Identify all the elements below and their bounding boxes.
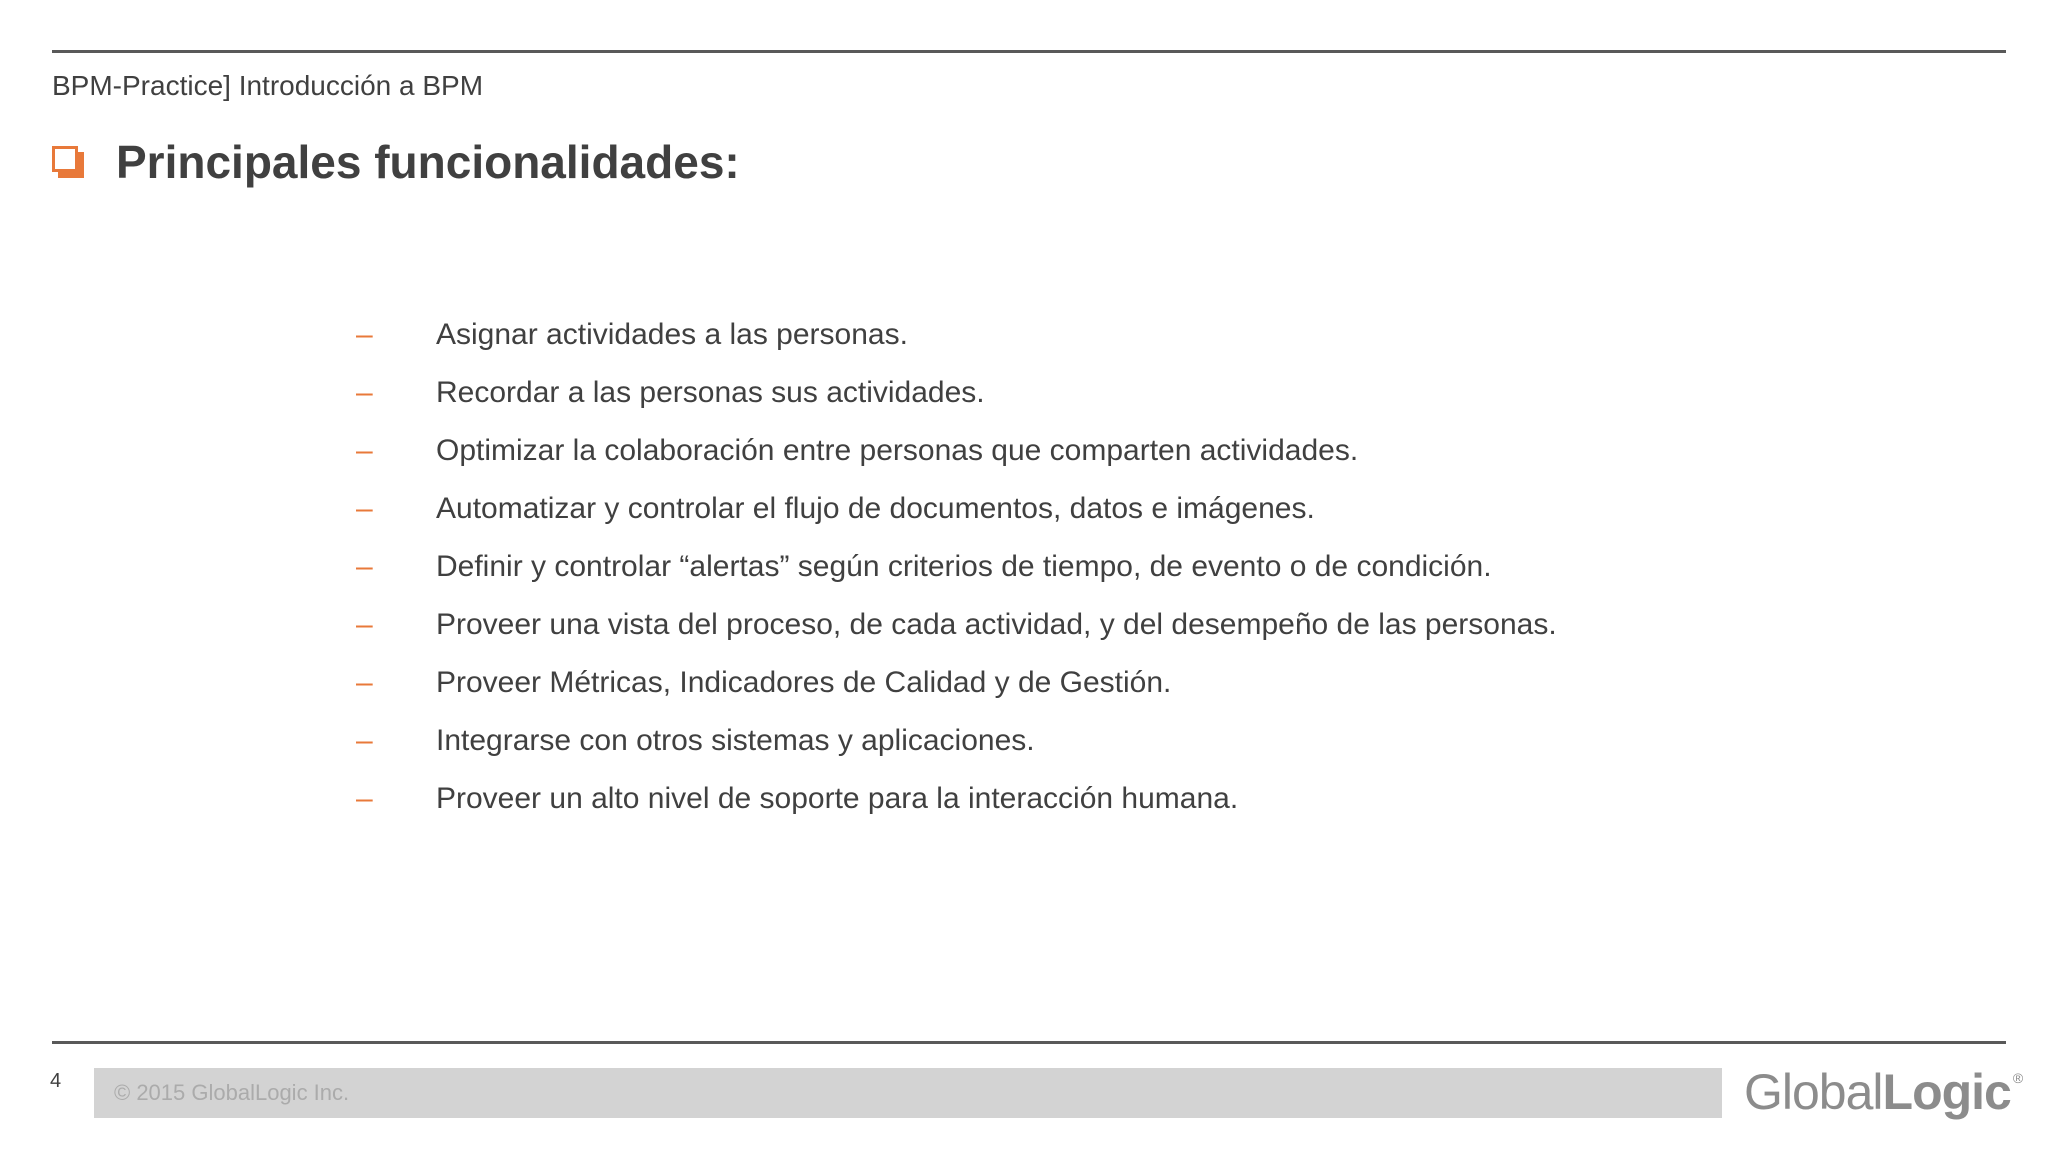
- list-item-text: Proveer un alto nivel de soporte para la interacción humana.: [436, 782, 1239, 815]
- list-item-text: Optimizar la colaboración entre personas que comparten actividades.: [436, 434, 1359, 467]
- dash-marker: –: [356, 782, 373, 815]
- list-item-text: Definir y controlar “alertas” según criterios de tiempo, de evento o de condición.: [436, 550, 1492, 583]
- dash-marker: –: [356, 318, 373, 351]
- list-item-text: Proveer Métricas, Indicadores de Calidad y de Gestión.: [436, 666, 1172, 699]
- list-item: [356, 306, 1557, 364]
- list-item: [356, 422, 1557, 480]
- list-item: [356, 654, 1557, 712]
- title-row: [52, 132, 740, 192]
- dash-marker: –: [356, 492, 373, 525]
- list-item: [356, 364, 1557, 422]
- footer-rule: [52, 1041, 2006, 1044]
- logo-text-bold: Logic: [1882, 1064, 2011, 1120]
- logo-text-light: Global: [1744, 1064, 1883, 1120]
- header-rule: [52, 50, 2006, 53]
- dash-marker: –: [356, 550, 373, 583]
- registered-mark: ®: [2012, 1070, 2023, 1086]
- list-item-text: Asignar actividades a las personas.: [436, 318, 908, 351]
- dash-marker: –: [356, 434, 373, 467]
- list-item: [356, 596, 1557, 654]
- bullet-list: [356, 306, 1557, 828]
- dash-marker: –: [356, 666, 373, 699]
- list-item: [356, 480, 1557, 538]
- breadcrumb: BPM-Practice] Introducción a BPM: [52, 70, 484, 101]
- dash-marker: –: [356, 608, 373, 641]
- dash-marker: –: [356, 724, 373, 757]
- page-number: 4: [50, 1070, 62, 1092]
- footer-bar: [94, 1068, 1722, 1118]
- copyright-text: © 2015 GlobalLogic Inc.: [114, 1080, 350, 1105]
- list-item: [356, 538, 1557, 596]
- list-item-text: Automatizar y controlar el flujo de documentos, datos e imágenes.: [436, 492, 1315, 525]
- list-item: [356, 770, 1557, 828]
- globallogic-logo: [1744, 1062, 2022, 1122]
- list-item-text: Recordar a las personas sus actividades.: [436, 376, 985, 409]
- list-item: [356, 712, 1557, 770]
- list-item-text: Integrarse con otros sistemas y aplicaciones.: [436, 724, 1035, 757]
- checkbox-icon: [52, 146, 84, 178]
- dash-marker: –: [356, 376, 373, 409]
- page-title: Principales funcionalidades:: [116, 136, 740, 188]
- list-item-text: Proveer una vista del proceso, de cada actividad, y del desempeño de las personas.: [436, 608, 1557, 641]
